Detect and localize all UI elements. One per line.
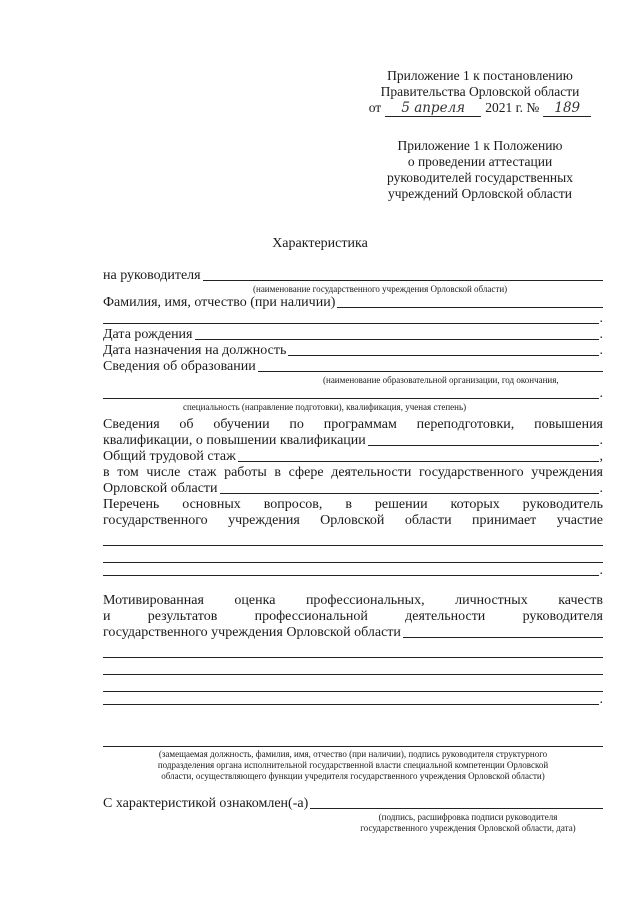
regulation-line-1: Приложение 1 к Положению — [397, 138, 563, 153]
training-line-1: Сведения об обучении по программам переподготовки, повышения — [103, 417, 603, 432]
document-title: Характеристика — [272, 236, 368, 251]
sphere-field[interactable] — [220, 481, 599, 494]
education-field[interactable] — [258, 359, 603, 372]
field-training: квалификации, о повышении квалификации . — [103, 433, 603, 448]
hint-education-2: специальность (направление подготовки), квалификация, ученая степень) — [183, 402, 467, 412]
field-fio-cont: . — [103, 311, 603, 327]
signature-field[interactable] — [103, 730, 603, 747]
evaluation-line-2: и результатов профессиональной деятельности руководителя — [103, 609, 603, 624]
training-label: квалификации, о повышении квалификации — [103, 433, 366, 448]
field-appointment: Дата назначения на должность . — [103, 343, 603, 358]
regulation-header — [360, 138, 600, 202]
field-acquainted — [103, 796, 603, 812]
regulation-line-4: учреждений Орловской области — [388, 186, 572, 201]
handwritten-number: 189 — [543, 100, 591, 117]
sphere-label: Орловской области — [103, 481, 218, 496]
issues-line-1: Перечень основных вопросов, в решении которых руководитель — [103, 497, 603, 512]
acquainted-caption-1: (подпись, расшифровка подписи руководителя — [378, 812, 558, 822]
field-dob: Дата рождения . — [103, 327, 603, 342]
year-label: 2021 г. № — [485, 100, 540, 115]
fio-field-cont[interactable] — [103, 311, 599, 324]
sphere-line-1: в том числе стаж работы в сфере деятельности государственного учреждения — [103, 465, 603, 480]
signature-caption-3: области, осуществляющего функции учредителя государственного учреждения Орловской области) — [161, 771, 545, 781]
field-issues-end: . — [103, 563, 603, 579]
evaluation-field-5[interactable] — [103, 692, 599, 705]
signature-caption-1: (замещаемая должность, фамилия, имя, отчество (при наличии), подпись руководителя структурного — [158, 749, 548, 759]
header-line-1: Приложение 1 к постановлению — [387, 68, 573, 83]
experience-label: Общий трудовой стаж — [103, 449, 236, 464]
evaluation-field[interactable] — [403, 625, 603, 638]
education-field-cont[interactable] — [103, 386, 599, 399]
education-label: Сведения об образовании — [103, 359, 256, 374]
issues-line-2: государственного учреждения Орловской области принимает участие — [103, 513, 603, 528]
signature-caption-2: подразделения органа исполнительной государственной власти специальной компетенции Орловской — [157, 760, 549, 770]
dob-label: Дата рождения — [103, 327, 193, 342]
acquainted-label: С характеристикой ознакомлен(-а) — [103, 796, 309, 811]
field-evaluation-end: . — [103, 692, 603, 708]
field-fio — [103, 295, 603, 311]
regulation-line-3: руководителей государственных — [387, 170, 573, 185]
issues-field-2[interactable] — [103, 546, 603, 563]
hint-education-1: (наименование образовательной организации, год окончания, — [323, 375, 559, 385]
form-body — [103, 268, 603, 834]
issues-field-1[interactable] — [103, 529, 603, 546]
field-education-cont: . — [103, 386, 603, 402]
evaluation-field-2[interactable] — [103, 641, 603, 658]
training-field[interactable] — [368, 433, 599, 446]
acquainted-caption-2: государственного учреждения Орловской области, дата) — [360, 823, 576, 833]
evaluation-label: государственного учреждения Орловской области — [103, 625, 401, 640]
head-label: на руководителя — [103, 268, 201, 283]
issues-field-3[interactable] — [103, 563, 599, 576]
header-line-2: Правительства Орловской области — [380, 84, 580, 99]
field-sphere: Орловской области . — [103, 481, 603, 496]
handwritten-date: 5 апреля — [385, 100, 481, 117]
hint-institution: (наименование государственного учреждения Орловской области) — [253, 284, 508, 294]
regulation-line-2: о проведении аттестации — [407, 154, 553, 169]
decree-date-line — [360, 100, 600, 117]
evaluation-field-4[interactable] — [103, 675, 603, 692]
appointment-label: Дата назначения на должность — [103, 343, 287, 358]
field-education — [103, 359, 603, 375]
appointment-field[interactable] — [288, 343, 598, 356]
evaluation-line-1: Мотивированная оценка профессиональных, личностных качеств — [103, 593, 603, 608]
fio-label: Фамилия, имя, отчество (при наличии) — [103, 295, 336, 310]
head-field[interactable] — [203, 268, 603, 281]
field-evaluation — [103, 625, 603, 641]
evaluation-field-3[interactable] — [103, 658, 603, 675]
ot-label: от — [368, 100, 382, 115]
appendix-header — [360, 68, 600, 117]
field-experience: Общий трудовой стаж , — [103, 449, 603, 464]
acquainted-field[interactable] — [310, 796, 603, 809]
dob-field[interactable] — [195, 327, 599, 340]
fio-field[interactable] — [337, 295, 603, 308]
field-head — [103, 268, 603, 284]
experience-field[interactable] — [238, 449, 599, 462]
